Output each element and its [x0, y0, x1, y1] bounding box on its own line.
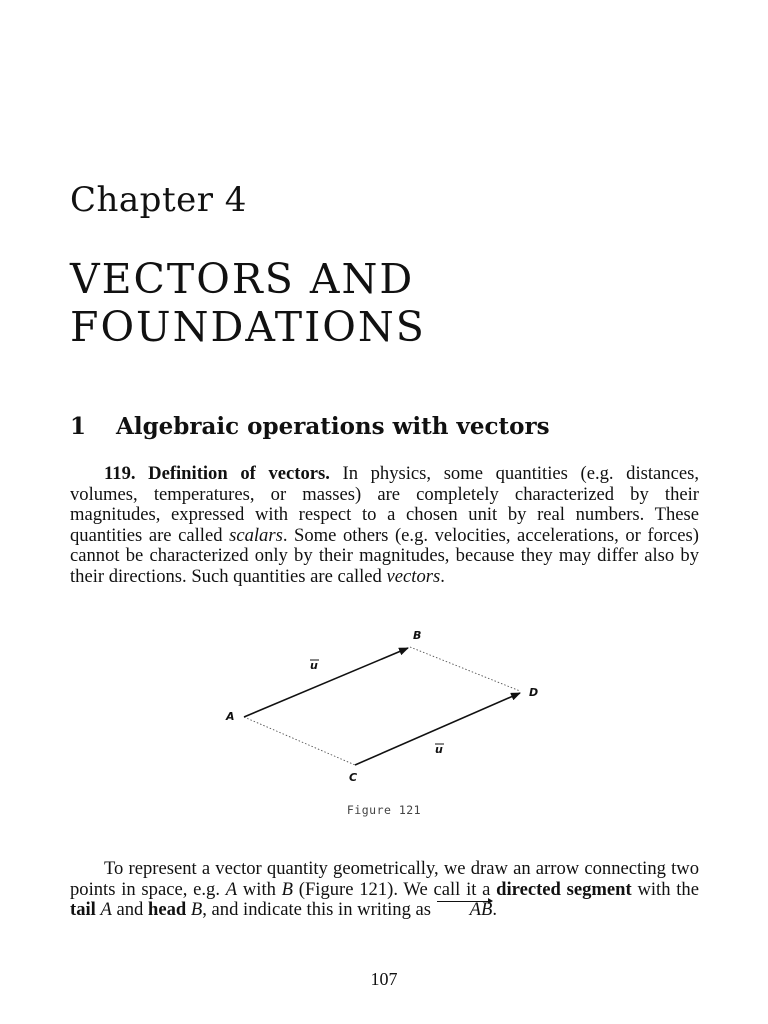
paragraph2-text-b: with [237, 878, 282, 900]
paragraph2-text-d: with the [631, 878, 699, 900]
point-b-ref-2: B [190, 899, 203, 921]
definition-lead: 119. Definition of vectors. [104, 463, 330, 484]
paragraph2-text-c: (Figure 121). We call it a [293, 878, 497, 900]
chapter-title [70, 255, 710, 351]
point-label-d: D [529, 686, 539, 699]
paragraph1-text-c: . [440, 565, 445, 587]
chapter-title-line2: FOUNDATIONS [70, 303, 426, 351]
vector-label-top-text: u [310, 659, 318, 672]
vector-ab-notation: AB [436, 900, 493, 921]
section-title: Algebraic operations with vectors [116, 413, 550, 440]
section-number: 1 [70, 413, 87, 440]
dotted-edge-bd [410, 647, 520, 691]
point-label-a: A [226, 710, 235, 723]
figure-121-diagram [220, 625, 550, 785]
vector-arrow-ab [244, 648, 408, 717]
point-a-ref-1: A [225, 878, 238, 900]
term-scalars: scalars [229, 524, 283, 546]
paragraph2-text-f: and [111, 899, 148, 921]
vector-label-bottom [435, 743, 444, 756]
term-tail: tail [70, 899, 96, 921]
paragraph1-text-b: . Some others (e.g. velocities, accelerations, or forces) cannot be characterized only by their magnitudes, because they may differ also by their directions. Such quantities are called [70, 524, 699, 587]
point-label-b: B [413, 629, 422, 642]
paragraph2-text-a: To represent a vector quantity geometrically, we draw an arrow connecting two points in space, e.g. [70, 858, 699, 900]
term-directed-segment: directed segment [496, 878, 632, 900]
paragraph1-text-a: In physics, some quantities (e.g. distances, volumes, temperatures, or masses) are completely characterized by their magnitudes, expressed with respect to a chosen unit by real numbers. These quantities are called [70, 463, 699, 546]
paragraph2-text-h: , and indicate this in writing as [202, 899, 436, 921]
section-heading [70, 413, 550, 440]
page-number: 107 [370, 969, 398, 989]
definition-paragraph [70, 464, 699, 588]
chapter-title-line1: VECTORS AND [70, 255, 415, 303]
chapter-label: Chapter 4 [70, 180, 247, 220]
term-head: head [148, 899, 187, 921]
vector-label-bottom-text: u [435, 743, 443, 756]
point-a-ref-2: A [100, 899, 112, 921]
paragraph2-text-i: . [492, 899, 498, 921]
vector-label-top [310, 659, 319, 672]
point-label-c: C [349, 771, 358, 784]
dotted-edge-ac [244, 717, 355, 765]
point-b-ref-1: B [281, 878, 294, 900]
directed-segment-paragraph [70, 859, 699, 921]
term-vectors: vectors [386, 565, 441, 587]
figure-caption: Figure 121 [346, 803, 422, 817]
